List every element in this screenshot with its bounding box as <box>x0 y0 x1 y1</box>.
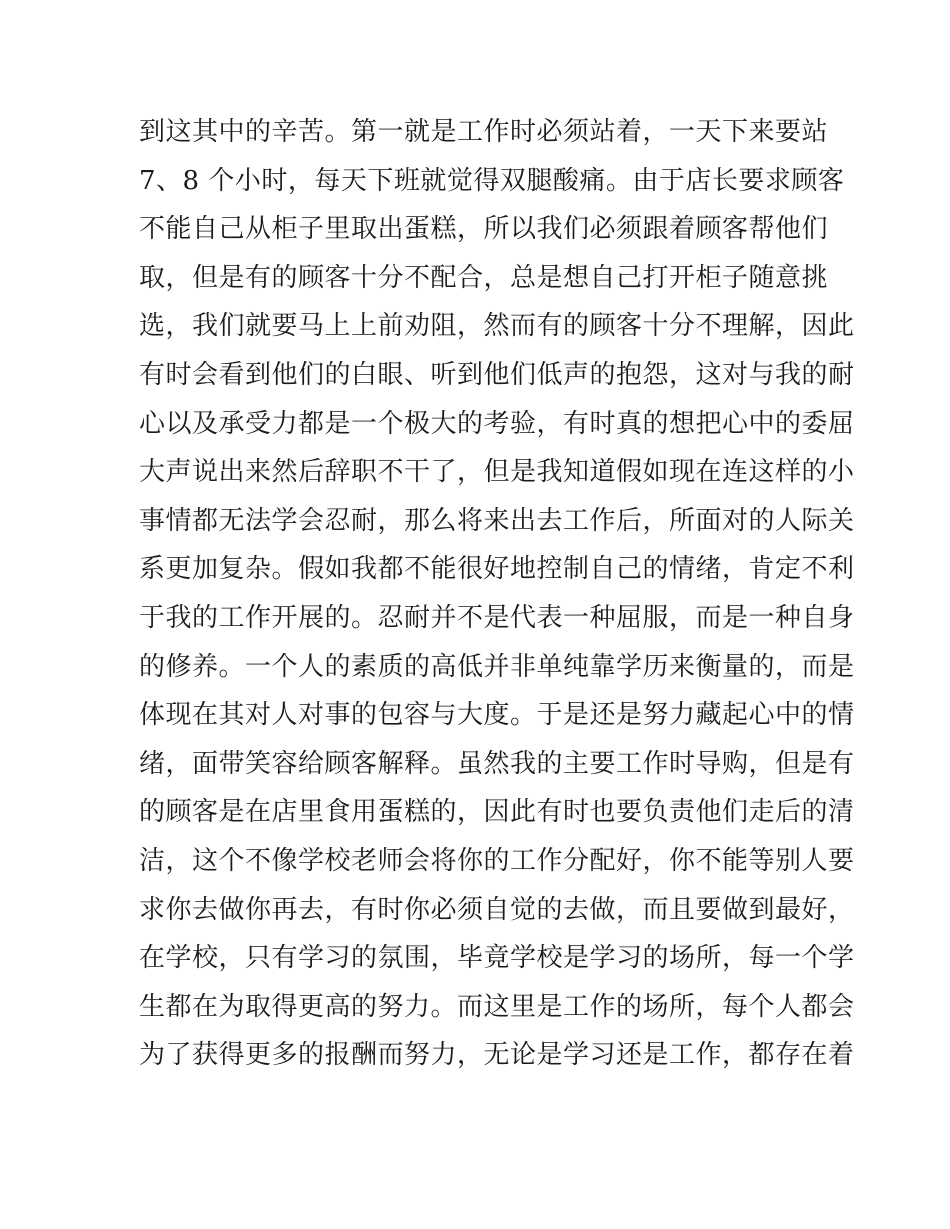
text-line: 洁，这个不像学校老师会将你的工作分配好，你不能等别人要 <box>139 845 855 876</box>
text-line: 系更加复杂。假如我都不能很好地控制自己的情绪，肯定不利 <box>139 554 855 585</box>
text-line: 生都在为取得更高的努力。而这里是工作的场所，每个人都会 <box>139 991 855 1022</box>
text-line: 选，我们就要马上上前劝阻，然而有的顾客十分不理解，因此 <box>139 311 855 342</box>
text-line: 体现在其对人对事的包容与大度。于是还是努力藏起心中的情 <box>139 700 855 731</box>
text-line: 在学校，只有学习的氛围，毕竟学校是学习的场所，每一个学 <box>139 943 855 974</box>
text-line: 7、8 个小时，每天下班就觉得双腿酸痛。由于店长要求顾客 <box>139 165 845 196</box>
body-text <box>139 108 855 1080</box>
text-line: 不能自己从柜子里取出蛋糕，所以我们必须跟着顾客帮他们 <box>139 214 829 245</box>
text-line: 有时会看到他们的白眼、听到他们低声的抱怨，这对与我的耐 <box>139 359 855 390</box>
text-line: 的修养。一个人的素质的高低并非单纯靠学历来衡量的，而是 <box>139 651 855 682</box>
text-line: 心以及承受力都是一个极大的考验，有时真的想把心中的委屈 <box>139 408 855 439</box>
text-line: 的顾客是在店里食用蛋糕的，因此有时也要负责他们走后的清 <box>139 797 855 828</box>
text-line: 于我的工作开展的。忍耐并不是代表一种屈服，而是一种自身 <box>139 602 855 633</box>
text-line: 到这其中的辛苦。第一就是工作时必须站着，一天下来要站 <box>139 117 829 147</box>
text-line: 为了获得更多的报酬而努力，无论是学习还是工作，都存在着 <box>139 1040 855 1071</box>
text-line: 绪，面带笑容给顾客解释。虽然我的主要工作时导购，但是有 <box>139 748 855 779</box>
text-line: 事情都无法学会忍耐，那么将来出去工作后，所面对的人际关 <box>139 505 855 536</box>
text-line: 求你去做你再去，有时你必须自觉的去做，而且要做到最好， <box>139 894 855 925</box>
text-line: 大声说出来然后辞职不干了，但是我知道假如现在连这样的小 <box>139 457 855 488</box>
text-line: 取，但是有的顾客十分不配合，总是想自己打开柜子随意挑 <box>139 262 829 293</box>
